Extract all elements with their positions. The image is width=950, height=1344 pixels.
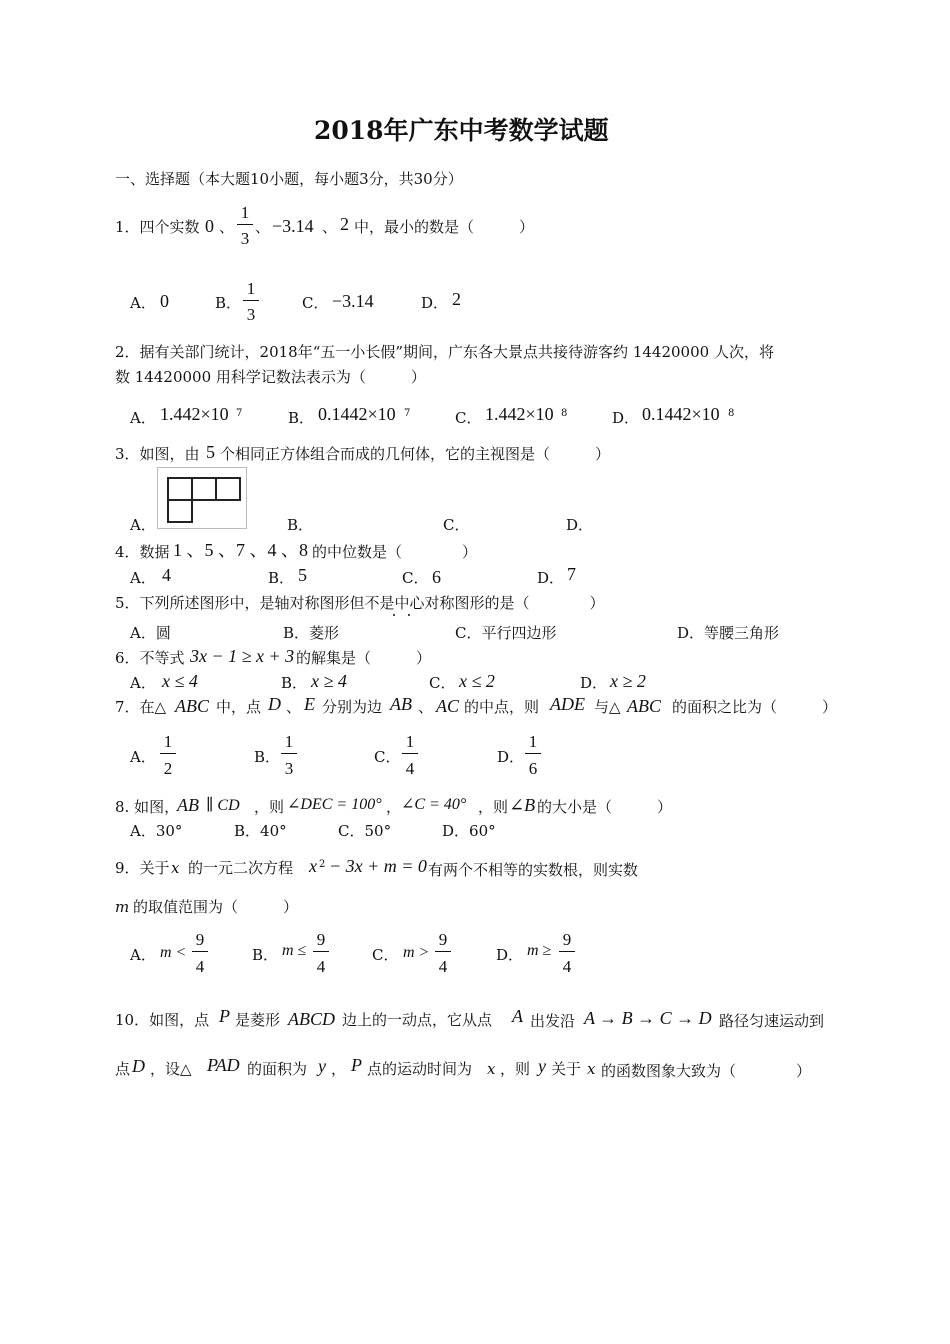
- q1-sep: 、: [322, 218, 338, 236]
- q10-text: 是菱形: [235, 1011, 281, 1029]
- option-d-numerator: 9: [562, 930, 572, 949]
- q3-number: 5: [206, 442, 215, 462]
- q10-y: y: [538, 1056, 546, 1076]
- option-a-label: A．: [130, 409, 156, 427]
- q8-text: ，则: [478, 798, 509, 816]
- option-d-label: D．: [580, 674, 608, 692]
- q1-number-2: 2: [340, 214, 349, 234]
- option-a-front-view-figure: [157, 467, 247, 529]
- option-c-label: C．: [374, 748, 401, 766]
- option-c-label: C．: [429, 674, 456, 692]
- option-c-value: x ≤ 2: [459, 671, 495, 691]
- option-a-label: A．: [130, 674, 156, 692]
- option-b-exponent: 7: [404, 408, 411, 419]
- option-b-value: x ≥ 4: [311, 671, 347, 691]
- q7-text: 与△: [594, 698, 621, 716]
- option-d: D．60°: [442, 822, 496, 840]
- option-c-denominator: 4: [438, 957, 448, 976]
- q7-ade: ADE: [550, 694, 585, 714]
- q10-text: ，则: [500, 1060, 531, 1078]
- option-c: C．平行四边形: [455, 624, 557, 642]
- option-b-label: B．: [254, 748, 281, 766]
- fraction-bar: [313, 951, 329, 952]
- option-a-label: A．: [130, 946, 156, 964]
- q4-stem-b: 的中位数是（ ）: [312, 543, 478, 561]
- q6-inequality: 3x − 1 ≥ x + 3: [190, 646, 295, 666]
- option-b: B．40°: [234, 822, 287, 840]
- q8-angle-b: ∠B: [509, 795, 536, 815]
- option-a-numerator: 1: [163, 732, 173, 751]
- option-b-label: B．: [288, 409, 315, 427]
- q1-fraction-numerator: 1: [240, 203, 250, 222]
- fraction-bar: [243, 300, 259, 301]
- q10-text: 的面积为: [247, 1060, 308, 1078]
- q7-abc: ABC: [627, 696, 661, 716]
- q10-x: x: [587, 1060, 596, 1078]
- option-c-value: 6: [432, 567, 441, 587]
- option-b-label: B．: [215, 294, 242, 312]
- fraction-bar: [160, 753, 176, 754]
- q10-text: 点: [115, 1060, 131, 1078]
- option-d-exponent: 8: [728, 408, 735, 419]
- option-c-label: C．: [372, 946, 399, 964]
- q7-ac: AC: [436, 696, 460, 716]
- q10-text: 边上的一动点，它从点: [342, 1011, 493, 1029]
- q7-text: 、: [286, 698, 302, 716]
- option-b-label: B．: [252, 946, 279, 964]
- option-d-numerator: 1: [528, 732, 538, 751]
- option-a-exponent: 7: [236, 408, 243, 419]
- option-b-denominator: 3: [246, 305, 256, 324]
- option-b-value: 0.1442×10: [318, 404, 396, 424]
- option-a-value: 4: [162, 565, 171, 585]
- q2-line2: 数 14420000 用科学记数法表示为（ ）: [115, 368, 426, 386]
- option-b-value: m ≤: [282, 942, 307, 959]
- option-a-value: 1.442×10: [160, 404, 229, 424]
- q9-line2: 的取值范围为（ ）: [133, 898, 299, 916]
- q10-text: 出发沿: [530, 1012, 576, 1030]
- q1-number-neg: −3.14: [272, 216, 314, 236]
- q5-stem: 5．下列所述图形中，是轴对称图形但不是中心对称图形的是（ ）: [115, 594, 605, 612]
- q7-text: 、: [418, 698, 434, 716]
- option-a: A．30°: [130, 822, 183, 840]
- option-a-denominator: 2: [163, 759, 173, 778]
- option-d-denominator: 6: [528, 759, 538, 778]
- q10-text: 路径匀速运动到: [719, 1012, 825, 1030]
- option-b-numerator: 1: [246, 279, 256, 298]
- q7-abc: ABC: [175, 696, 209, 716]
- option-d-label: D．: [496, 946, 524, 964]
- q10-y: y: [318, 1056, 326, 1076]
- q7-text: 分别为边: [322, 698, 383, 716]
- q8-text: 的大小是（ ）: [537, 798, 673, 816]
- q10-text: 点的运动时间为: [367, 1060, 473, 1078]
- option-a: A．圆: [130, 624, 171, 642]
- q3-stem-b: 个相同正方体组合而成的几何体，它的主视图是（ ）: [220, 445, 611, 463]
- q10-abcd: ABCD: [288, 1009, 335, 1029]
- option-b-denominator: 4: [316, 957, 326, 976]
- option-b-label: B．: [281, 674, 308, 692]
- option-a-value: 0: [160, 291, 169, 311]
- q9-x: x: [171, 859, 180, 877]
- q10-a: A: [512, 1006, 523, 1026]
- option-a-label: A．: [130, 748, 156, 766]
- option-b: B．菱形: [283, 624, 340, 642]
- option-d-value: 7: [567, 564, 576, 584]
- q7-d: D: [268, 694, 281, 714]
- option-d-label: D．: [537, 569, 565, 587]
- option-c-label: C．: [443, 516, 470, 534]
- fraction-bar: [559, 951, 575, 952]
- option-a-denominator: 4: [195, 957, 205, 976]
- option-b-denominator: 3: [284, 759, 294, 778]
- q9-m: m: [115, 898, 130, 916]
- option-a-numerator: 9: [195, 930, 205, 949]
- q10-x: x: [487, 1060, 496, 1078]
- q8-angle-dec: ∠DEC = 100°: [287, 796, 382, 813]
- q1-fraction-denominator: 3: [240, 229, 250, 248]
- q3-stem-a: 3．如图，由: [115, 445, 200, 463]
- emphasis-dot: [393, 614, 395, 616]
- q10-stem: 10．如图，点: [115, 1011, 210, 1029]
- option-c-label: C．: [302, 294, 329, 312]
- q10-pad: PAD: [207, 1055, 240, 1075]
- option-d-label: D．: [566, 516, 594, 534]
- option-a-label: A．: [130, 569, 156, 587]
- option-a-value: m <: [160, 944, 187, 961]
- fraction-bar: [237, 224, 253, 225]
- option-c-label: C．: [455, 409, 482, 427]
- fraction-bar: [192, 951, 208, 952]
- q10-d: D: [132, 1056, 145, 1076]
- page-title: 2018年广东中考数学试题: [314, 116, 609, 145]
- q8-ab: AB: [177, 795, 199, 815]
- option-d: D．等腰三角形: [677, 624, 780, 642]
- fraction-bar: [525, 753, 541, 754]
- option-a-value: x ≤ 4: [162, 671, 198, 691]
- q10-text: ，: [331, 1060, 347, 1078]
- option-c: C．50°: [338, 822, 392, 840]
- option-d-value: 2: [452, 289, 461, 309]
- option-d-value: 0.1442×10: [642, 404, 720, 424]
- q8-parallel: ∥ CD: [206, 797, 240, 814]
- q10-p: P: [219, 1006, 230, 1026]
- option-b-numerator: 9: [316, 930, 326, 949]
- option-c-value: 1.442×10: [485, 404, 554, 424]
- fraction-bar: [402, 753, 418, 754]
- q8-angle-c: ∠C = 40°: [401, 796, 467, 813]
- option-b-numerator: 1: [284, 732, 294, 751]
- q1-sep: 、: [255, 218, 271, 236]
- q10-p: P: [351, 1055, 362, 1075]
- q9-text: 的一元二次方程: [188, 859, 294, 877]
- q1-sep: 、: [219, 218, 235, 236]
- q8-stem: 8. 如图，: [115, 798, 180, 816]
- q1-number-0: 0: [205, 216, 214, 236]
- q4-stem-a: 4．数据: [115, 543, 170, 561]
- q9-stem: 9．关于: [115, 859, 170, 877]
- option-c-value: m >: [403, 944, 430, 961]
- option-c-exponent: 8: [561, 408, 568, 419]
- option-c-numerator: 1: [405, 732, 415, 751]
- option-d-value: m ≥: [527, 942, 552, 959]
- option-c-label: C．: [402, 569, 429, 587]
- q1-stem-a: 1．四个实数: [115, 218, 200, 236]
- q2-line1: 2．据有关部门统计，2018年“五一小长假”期间，广东各大景点共接待游客约 14420000 人次，将: [115, 343, 774, 361]
- q10-text: 关于: [551, 1060, 582, 1078]
- q7-ab: AB: [390, 694, 412, 714]
- q7-text: 的中点，则: [464, 698, 540, 716]
- option-c-value: −3.14: [332, 291, 374, 311]
- option-b-label: B．: [268, 569, 295, 587]
- q7-e: E: [304, 694, 315, 714]
- q8-text: ，: [386, 798, 402, 816]
- q7-text: 的面积之比为（ ）: [672, 698, 838, 716]
- q8-text: ，则: [254, 798, 285, 816]
- section-heading: 一、选择题（本大题10小题，每小题3分，共30分）: [115, 170, 463, 188]
- emphasis-dot: [408, 614, 410, 616]
- q4-data: 1 、5 、7 、4 、8: [173, 540, 308, 560]
- option-d-value: x ≥ 2: [610, 671, 646, 691]
- q6-stem-a: 6．不等式: [115, 649, 185, 667]
- option-a-label: A．: [130, 516, 156, 534]
- q6-stem-b: 的解集是（ ）: [296, 649, 432, 667]
- option-b-label: B．: [287, 516, 314, 534]
- q10-text: ，设△: [150, 1060, 192, 1078]
- fraction-bar: [435, 951, 451, 952]
- q9-equation: − 3x + m = 0: [329, 856, 427, 876]
- option-d-label: D．: [612, 409, 640, 427]
- q7-text: 中，点: [216, 698, 262, 716]
- option-d-label: D．: [421, 294, 449, 312]
- option-d-denominator: 4: [562, 957, 572, 976]
- q9-text: 有两个不相等的实数根，则实数: [428, 861, 639, 879]
- option-a-label: A．: [130, 294, 156, 312]
- q7-stem: 7．在△: [115, 698, 167, 716]
- option-d-label: D．: [497, 748, 525, 766]
- option-c-numerator: 9: [438, 930, 448, 949]
- q9-eq-exponent: 2: [319, 859, 326, 870]
- q10-text: 的函数图象大致为（ ）: [601, 1062, 812, 1080]
- option-c-denominator: 4: [405, 759, 415, 778]
- q10-path: A → B → C → D: [584, 1008, 712, 1028]
- q9-eq-x: x: [309, 856, 317, 876]
- option-b-value: 5: [298, 565, 307, 585]
- fraction-bar: [281, 753, 297, 754]
- q1-stem-b: 中，最小的数是（ ）: [354, 218, 535, 236]
